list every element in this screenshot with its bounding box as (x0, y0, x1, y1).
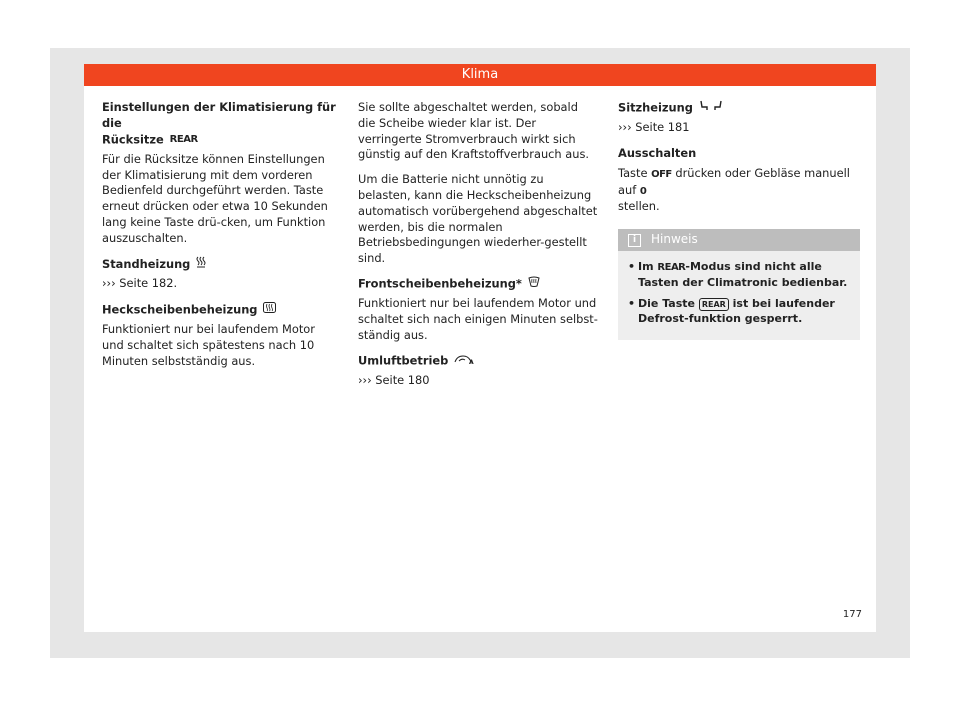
heading-windscreen-heating (358, 276, 598, 292)
heading-seat-heating (618, 100, 860, 116)
ausschalten-text-c: stellen. (618, 199, 660, 214)
note-header (618, 229, 860, 251)
battery-paragraph: Um die Batterie nicht unnötig zu belasten, kann die Heckscheibenheizung automatisch vorübergehend abgeschaltet werden, bis die normalen Betriebsbedingungen wiederher-gestellt sind. (358, 172, 598, 266)
recirculation-icon (454, 353, 474, 369)
heading-rear-window-heating (102, 302, 338, 318)
heading-recirculation (358, 353, 598, 369)
standheizung-page-ref: ››› Seite 182. (102, 276, 178, 291)
heading-recirculation-text: Umluftbetrieb (358, 352, 449, 367)
note-bullet-2-a: Die Taste (638, 297, 695, 311)
off-icon: OFF (651, 168, 672, 180)
switch-off-paragraph: Sie sollte abgeschaltet werden, sobald die Scheibe wieder klar ist. Der verringerte Stromverbrauch wirkt sich günstig auf den Kraftstoffverbrauch aus. (358, 100, 590, 162)
note-bullet-1-a: Im (638, 260, 654, 274)
seat-heating-right-icon (714, 100, 723, 116)
heading-standheizung-text: Standheizung (102, 256, 191, 271)
note-bullet-1-b: -Modus sind nicht alle Tasten der Climatronic bedienbar. (638, 260, 848, 290)
rear-climate-paragraph: Für die Rücksitze können Einstellungen der Klimatisierung mit dem vorderen Bedienfeld durchgeführt werden. Taste erneut drücken oder etwa 10 Sekunden lang keine Taste drü-cken, um Funktion auszuschalten. (102, 151, 328, 245)
heading-standheizung (102, 256, 338, 273)
info-icon: i (628, 234, 641, 247)
zero-icon: 0 (639, 185, 647, 197)
rear-key-icon: REAR (699, 298, 729, 311)
heading-windscreen-heating-text: Frontscheibenbeheizung* (358, 276, 522, 291)
ausschalten-text-a: Taste (618, 165, 648, 180)
heading-rear-climate (102, 100, 338, 148)
bullet-dot: • (628, 260, 636, 274)
note-bullet-2-b: ist bei laufender Defrost-funktion gesperrt. (638, 297, 835, 326)
seat-heating-left-icon (699, 100, 708, 116)
column-middle (358, 100, 598, 399)
rear-window-heating-paragraph: Funktioniert nur bei laufendem Motor und schaltet sich spätestens nach 10 Minuten selbstständig aus. (102, 322, 315, 368)
column-left (102, 100, 338, 379)
note-title: Hinweis (651, 232, 698, 247)
note-bullet-1-text (638, 259, 850, 290)
note-bullet-2-text (638, 296, 850, 326)
rear-icon: REAR (169, 133, 198, 145)
note-box (618, 229, 860, 340)
windscreen-heater-icon (528, 276, 540, 292)
note-body (618, 251, 860, 326)
heading-rear-window-heating-text: Heckscheibenbeheizung (102, 302, 258, 317)
heading-ausschalten: Ausschalten (618, 146, 697, 160)
heading-rear-climate-line1: Einstellungen der Klimatisierung für die (102, 100, 336, 130)
ausschalten-text-b: drücken oder Gebläse manuell auf (618, 165, 850, 197)
heading-seat-heating-text: Sitzheizung (618, 100, 693, 115)
heading-rear-climate-line2: Rücksitze (102, 132, 164, 146)
ausschalten-paragraph (618, 166, 860, 215)
page-number: 177 (842, 609, 862, 620)
column-right (618, 100, 860, 340)
manual-page (84, 64, 876, 632)
chapter-header: Klima (84, 64, 876, 86)
recirculation-page-ref: ››› Seite 180 (358, 372, 430, 387)
rear-window-heater-icon (263, 302, 276, 318)
svg-text:A: A (469, 358, 474, 364)
windscreen-heating-paragraph: Funktioniert nur bei laufendem Motor und schaltet sich nach einigen Minuten selbst-ständig aus. (358, 296, 598, 342)
rear-icon: REAR (657, 262, 686, 274)
bullet-dot: • (628, 297, 636, 311)
seat-heating-page-ref: ››› Seite 181 (618, 120, 690, 135)
note-bullet-2 (628, 296, 850, 326)
note-bullet-1 (628, 259, 850, 290)
auxiliary-heater-icon (196, 256, 206, 273)
